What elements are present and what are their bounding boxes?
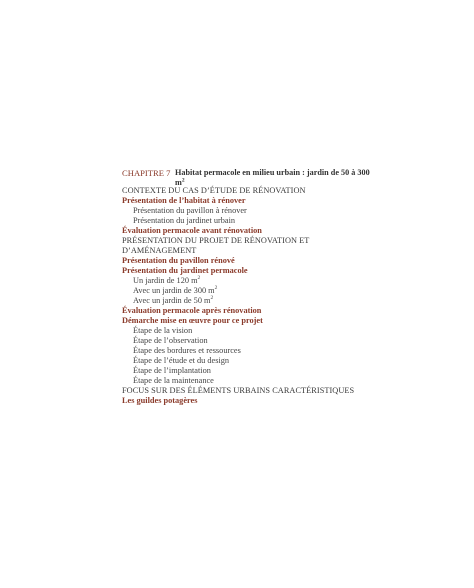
toc-sub-entry [122,226,362,236]
chapter-label: CHAPITRE 7 [122,168,171,178]
toc-entry-text: Avec un jardin de 300 m [133,286,215,295]
toc-sub-entry [122,196,362,206]
toc-entry-text: Présentation du pavillon rénové [122,256,235,265]
toc-entry-text: Étape des bordures et ressources [133,346,241,355]
toc-entry-text: Présentation du pavillon à rénover [133,206,247,215]
toc-item-entry [122,206,362,216]
toc-entry-text: Étape de l’implantation [133,366,211,375]
toc-sub-entry [122,396,362,406]
toc-entry-text: Présentation du jardinet urbain [133,216,236,225]
toc-sub-entry [122,256,362,266]
toc-item-entry [122,286,362,296]
toc-entry-text: Étape de l’étude et du design [133,356,230,365]
chapter-title-text: Habitat permacole en milieu urbain : jardin de 50 à 300 m [175,168,370,187]
toc-entry-text: Présentation de l’habitat à rénover [122,196,246,205]
chapter-title [175,168,375,187]
toc-entry-text: Avec un jardin de 50 m [133,296,211,305]
toc-item-entry [122,216,362,226]
toc-section-entry [122,386,362,396]
toc-entry-text: Un jardin de 120 m [133,276,198,285]
toc-item-entry [122,356,362,366]
toc-entry-text: Étape de la maintenance [133,376,214,385]
toc-entry-superscript: 2 [210,295,214,302]
toc-entry-superscript: 2 [197,275,201,282]
toc-entry-text: PRÉSENTATION DU PROJET DE RÉNOVATION ET D’AMÉNAGEMENT [122,236,310,255]
toc-item-entry [122,336,362,346]
toc-entry-text: Étape de la vision [133,326,193,335]
toc-item-entry [122,296,362,306]
toc-sub-entry [122,266,362,276]
toc-entry-text: Les guildes potagères [122,396,198,405]
toc-section-entry [122,186,362,196]
toc-entry-text: Évaluation permacole après rénovation [122,306,262,315]
toc-entry-text: Évaluation permacole avant rénovation [122,226,262,235]
toc-item-entry [122,326,362,336]
toc-section-entry [122,236,312,256]
toc-entry-text: CONTEXTE DU CAS D’ÉTUDE DE RÉNOVATION [122,186,306,195]
chapter-title-superscript: 2 [181,176,185,183]
toc-entry-text: FOCUS SUR DES ÉLÉMENTS URBAINS CARACTÉRISTIQUES [122,386,355,395]
toc-entry-text: Étape de l’observation [133,336,208,345]
toc-item-entry [122,276,362,286]
toc-entry-text: Démarche mise en œuvre pour ce projet [122,316,263,325]
table-of-contents [122,186,362,406]
toc-sub-entry [122,306,362,316]
toc-item-entry [122,366,362,376]
toc-entry-superscript: 2 [214,285,218,292]
toc-sub-entry [122,316,362,326]
toc-item-entry [122,376,362,386]
toc-entry-text: Présentation du jardinet permacole [122,266,248,275]
toc-item-entry [122,346,362,356]
